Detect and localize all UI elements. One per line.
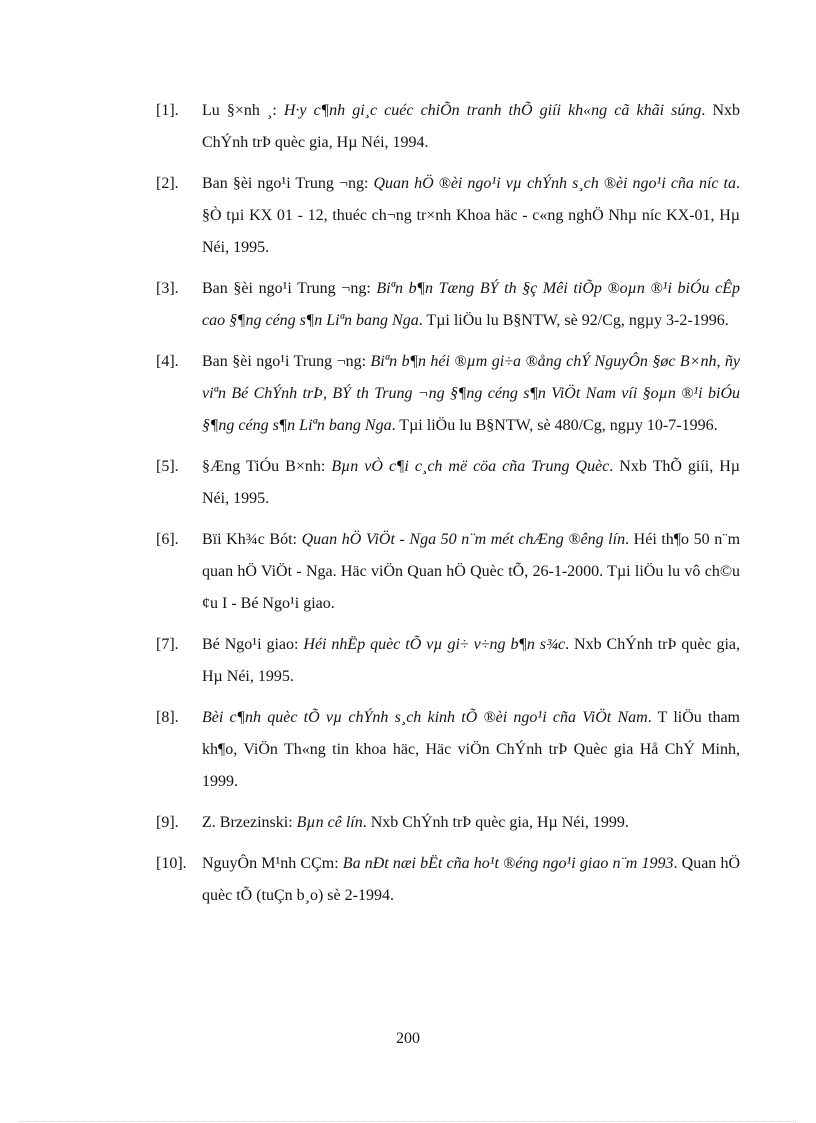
reference-text xyxy=(202,524,740,620)
reference-text xyxy=(202,702,740,798)
page-number: 200 xyxy=(396,1030,420,1047)
reference-item xyxy=(156,451,740,515)
reference-title: Quan hÖ ®èi ngo¹i vµ chÝnh s¸ch ®èi ngo¹i cña níc ta xyxy=(373,175,736,192)
reference-number: [1]. xyxy=(156,102,179,119)
reference-title: Héi nhËp quèc tÕ vµ gi÷ v÷ng b¶n s¾c xyxy=(303,636,566,653)
reference-text xyxy=(202,95,740,159)
reference-item xyxy=(156,524,740,620)
reference-list xyxy=(156,95,740,921)
reference-author: Ban §èi ngo¹i Trung ¬ng: xyxy=(202,280,377,297)
reference-text xyxy=(202,346,740,442)
reference-item xyxy=(156,807,740,839)
reference-author: Ban §èi ngo¹i Trung ¬ng: xyxy=(202,353,371,370)
reference-number: [10]. xyxy=(156,855,187,872)
reference-item xyxy=(156,848,740,912)
reference-text xyxy=(202,807,740,839)
reference-details: . Nxb ThÕ giíi, Hµ Néi, 1995. xyxy=(202,458,741,507)
reference-author: NguyÔn M¹nh CÇm: xyxy=(202,855,343,872)
reference-details: . Héi th¶o 50 n¨m quan hÖ ViÖt - Nga. Häc viÖn Quan hÖ Quèc tÕ, 26-1-2000. Tµi liÖu lu vô ch©u ¢u I - Bé Ngo¹i giao. xyxy=(202,531,741,612)
reference-details: . T liÖu tham kh¶o, ViÖn Th«ng tin khoa häc, Häc viÖn ChÝnh trÞ Quèc gia Hå ChÝ Minh, 1999. xyxy=(202,709,740,790)
reference-author: Bé Ngo¹i giao: xyxy=(202,636,304,653)
reference-title: H·y c¶nh gi¸c cuéc chiÕn tranh thÕ giíi kh«ng cã khãi súng xyxy=(283,102,702,119)
reference-title: Bµn cê lín xyxy=(296,814,363,831)
reference-details: . Nxb ChÝnh trÞ quèc gia, Hµ Néi, 1995. xyxy=(202,636,741,685)
reference-number: [7]. xyxy=(156,636,179,653)
reference-title: Quan hÖ ViÖt - Nga 50 n¨m mét chÆng ®êng lín xyxy=(301,531,626,548)
reference-text xyxy=(202,848,740,912)
reference-number: [4]. xyxy=(156,353,179,370)
reference-number: [3]. xyxy=(156,280,179,297)
reference-details: . Quan hÖ quèc tÕ (tuÇn b¸o) sè 2-1994. xyxy=(202,855,740,904)
reference-title: Ba nÐt næi bËt cña ho¹t ®éng ngo¹i giao n¨m 1993 xyxy=(342,855,674,872)
reference-details: . Nxb ChÝnh trÞ quèc gia, Hµ Néi, 1994. xyxy=(202,102,740,151)
reference-author: §Æng TiÓu B×nh: xyxy=(202,458,332,475)
reference-details: . §Ò tµi KX 01 - 12, thuéc ch¬ng tr×nh Khoa häc - c«ng nghÖ Nhµ níc KX-01, Hµ Néi, 1995. xyxy=(202,175,740,256)
reference-number: [6]. xyxy=(156,531,179,548)
reference-author: Z. Brzezinski: xyxy=(202,814,297,831)
reference-text xyxy=(202,629,740,693)
reference-details: . Tµi liÖu lu B§NTW, sè 480/Cg, ngµy 10-7-1996. xyxy=(391,417,718,434)
page-bottom-divider xyxy=(20,1121,796,1122)
reference-text xyxy=(202,273,740,337)
reference-author: Lu §×nh ¸: xyxy=(202,102,284,119)
reference-text xyxy=(202,451,740,515)
reference-item xyxy=(156,273,740,337)
reference-details: . Nxb ChÝnh trÞ quèc gia, Hµ Néi, 1999. xyxy=(362,814,629,831)
reference-title: Bµn vÒ c¶i c¸ch më cöa cña Trung Quèc xyxy=(331,458,610,475)
reference-number: [9]. xyxy=(156,814,179,831)
reference-details: . Tµi liÖu lu B§NTW, sè 92/Cg, ngµy 3-2-1996. xyxy=(418,312,729,329)
reference-text xyxy=(202,168,740,264)
reference-number: [2]. xyxy=(156,175,179,192)
reference-item xyxy=(156,702,740,798)
reference-item xyxy=(156,346,740,442)
reference-number: [5]. xyxy=(156,458,179,475)
reference-item xyxy=(156,168,740,264)
reference-author: Bïi Kh¾c Bót: xyxy=(202,531,302,548)
reference-title: Biªn b¶n Tæng BÝ th §ç Mêi tiÕp ®oµn ®¹i biÓu cÊp cao §¶ng céng s¶n Liªn bang Nga xyxy=(202,280,741,329)
reference-title: Biªn b¶n héi ®µm gi÷a ®ång chÝ NguyÔn §øc B×nh, ñy viªn Bé ChÝnh trÞ, BÝ th Trung ¬ng §¶ng céng s¶n ViÖt Nam víi §oµn ®¹i biÓu §¶ng céng s¶n Liªn bang Nga xyxy=(202,353,740,434)
reference-title: Bèi c¶nh quèc tÕ vµ chÝnh s¸ch kinh tÕ ®èi ngo¹i cña ViÖt Nam xyxy=(202,709,648,726)
reference-item xyxy=(156,629,740,693)
reference-number: [8]. xyxy=(156,709,179,726)
reference-author: Ban §èi ngo¹i Trung ¬ng: xyxy=(202,175,374,192)
reference-item xyxy=(156,95,740,159)
